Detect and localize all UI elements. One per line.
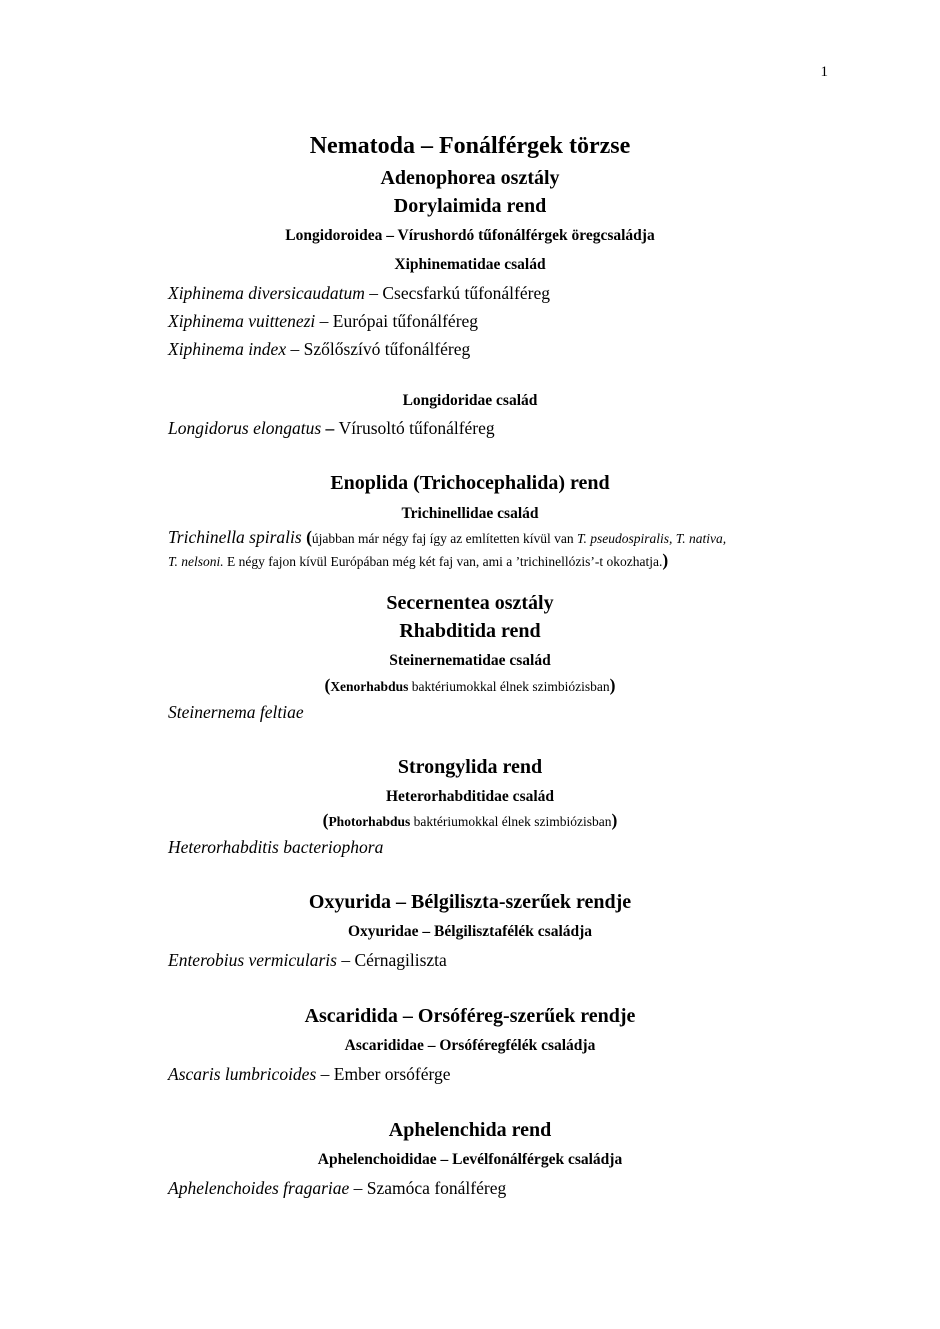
- name-separator: –: [336, 950, 355, 970]
- species-entry-ascaris-lumbricoides: [168, 1064, 868, 1085]
- family-heading-longidoridae: Longidoridae család: [402, 392, 538, 409]
- note-paren-open: (: [301, 527, 312, 547]
- note-paren-open: (: [324, 675, 331, 695]
- family-heading-trichinellidae: Trichinellidae család: [401, 505, 539, 522]
- name-separator: –: [315, 311, 333, 331]
- note-paren-close: ): [611, 810, 618, 830]
- order-heading-ascaridida: Ascaridida – Orsóféreg-szerűek rendje: [304, 1005, 636, 1027]
- note-text: baktériumokkal élnek szimbiózisban: [410, 814, 612, 829]
- order-heading-enoplida: Enoplida (Trichocephalida) rend: [330, 472, 610, 494]
- species-entry-trichinella-spiralis: [168, 527, 868, 548]
- species-entry-enterobius-vermicularis: [168, 950, 868, 971]
- note-bacterium-name: Xenorhabdus: [330, 679, 409, 694]
- name-separator: –: [349, 1178, 367, 1198]
- page-number: 1: [820, 64, 828, 80]
- note-species-list: T. pseudospiralis, T. nativa,: [576, 531, 727, 546]
- species-scientific-name: Longidorus elongatus: [168, 418, 322, 438]
- species-scientific-name: Steinernema feltiae: [168, 702, 304, 722]
- species-common-name: Cérnagiliszta: [354, 950, 447, 970]
- note-text: baktériumokkal élnek szimbiózisban: [408, 679, 610, 694]
- species-entry-xiphinema-index: [168, 339, 868, 360]
- species-scientific-name: Aphelenchoides fragariae: [168, 1178, 350, 1198]
- species-entry-steinernema-feltiae: [168, 702, 868, 723]
- species-common-name: Ember orsóférge: [333, 1064, 451, 1084]
- order-heading-oxyurida: Oxyurida – Bélgiliszta-szerűek rendje: [308, 891, 632, 913]
- order-heading-strongylida: Strongylida rend: [397, 756, 543, 778]
- species-scientific-name: Xiphinema index: [168, 339, 287, 359]
- note-species-list: T. nelsoni.: [168, 554, 224, 569]
- species-entry-aphelenchoides-fragariae: [168, 1178, 868, 1199]
- species-entry-xiphinema-diversicaudatum: [168, 283, 868, 304]
- note-paren-close: ): [609, 675, 616, 695]
- name-separator: –: [316, 1064, 334, 1084]
- species-entry-heterorhabditis-bacteriophora: [168, 837, 868, 858]
- document-title: Nematoda – Fonálférgek törzse: [309, 133, 631, 159]
- name-separator: –: [286, 339, 304, 359]
- species-common-name: Szőlőszívó tűfonálféreg: [303, 339, 471, 359]
- species-entry-xiphinema-vuittenezi: [168, 311, 868, 332]
- class-heading-adenophorea: Adenophorea osztály: [380, 167, 560, 189]
- order-heading-rhabditida: Rhabditida rend: [399, 620, 541, 642]
- species-scientific-name: Xiphinema diversicaudatum: [168, 283, 365, 303]
- family-heading-aphelenchoididae: Aphelenchoididae – Levélfonálférgek családja: [317, 1151, 623, 1168]
- class-heading-secernentea: Secernentea osztály: [386, 592, 554, 614]
- order-heading-aphelenchida: Aphelenchida rend: [388, 1119, 552, 1141]
- family-heading-oxyuridae: Oxyuridae – Bélgilisztafélék családja: [347, 923, 593, 940]
- family-note-photorhabdus: [0, 810, 940, 831]
- name-separator: –: [364, 283, 383, 303]
- note-paren-close: ): [662, 550, 669, 570]
- species-entry-longidorus-elongatus: [168, 418, 868, 439]
- note-text: újabban már négy faj így az említetten kívül van: [311, 531, 577, 546]
- family-heading-steinernematidae: Steinernematidae család: [389, 652, 551, 669]
- species-common-name: Csecsfarkú tűfonálféreg: [382, 283, 550, 303]
- species-scientific-name: Heterorhabditis bacteriophora: [168, 837, 384, 857]
- species-common-name: Szamóca fonálféreg: [366, 1178, 507, 1198]
- name-separator: –: [321, 418, 339, 438]
- family-note-xenorhabdus: [0, 675, 940, 696]
- family-heading-xiphinematidae: Xiphinematidae család: [394, 256, 546, 273]
- note-paren-open: (: [322, 810, 329, 830]
- family-heading-heterorhabditidae: Heterorhabditidae család: [385, 788, 555, 805]
- species-common-name: Európai tűfonálféreg: [332, 311, 479, 331]
- species-scientific-name: Ascaris lumbricoides: [168, 1064, 317, 1084]
- species-note-continued: [168, 550, 868, 571]
- superfamily-heading-longidoroidea: Longidoroidea – Vírushordó tűfonálférgek öregcsaládja: [285, 227, 655, 244]
- species-common-name: Vírusoltó tűfonálféreg: [338, 418, 495, 438]
- order-heading-dorylaimida: Dorylaimida rend: [393, 195, 547, 217]
- note-bacterium-name: Photorhabdus: [328, 814, 411, 829]
- family-heading-ascarididae: Ascarididae – Orsóféregfélék családja: [344, 1037, 596, 1054]
- note-text: E négy fajon kívül Európában még két faj van, ami a ’trichinellózis’-t okozhatja.: [223, 554, 663, 569]
- species-scientific-name: Enterobius vermicularis: [168, 950, 337, 970]
- species-scientific-name: Trichinella spiralis: [168, 527, 302, 547]
- species-scientific-name: Xiphinema vuittenezi: [168, 311, 316, 331]
